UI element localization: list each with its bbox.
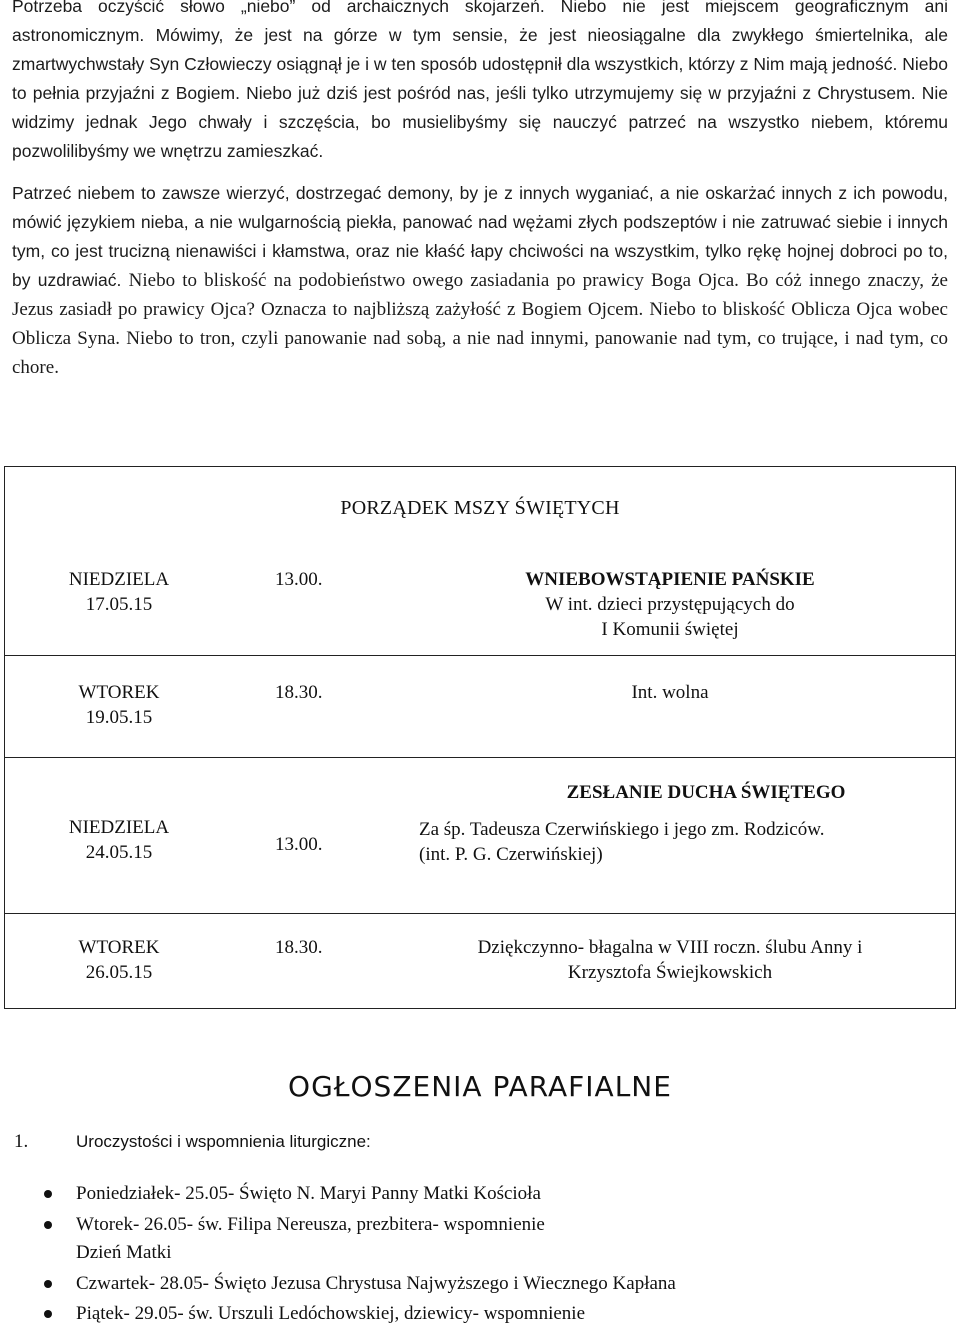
paragraph-segment: Nie widzimy jednak Jego chwały i szczęścia, bo musielibyśmy się nauczyć patrzeć na wszystko niebem, któremu pozwolilibyśmy we wnętrzu zamieszkać. (12, 83, 948, 161)
schedule-time: 13.00. (275, 834, 323, 855)
day-name: NIEDZIELA (68, 817, 170, 838)
row-divider (5, 655, 955, 656)
list-item-text: Wtorek- 26.05- św. Filipa Nereusza, prezbitera- wspomnienie (76, 1214, 545, 1235)
schedule-time: 13.00. (275, 569, 323, 590)
schedule-day (29, 935, 209, 985)
schedule-time: 18.30. (275, 682, 323, 703)
schedule-line: Dziękczynno- błagalna w VIII roczn. ślubu Anny i (477, 937, 863, 958)
list-item (76, 1239, 172, 1267)
announcements-heading: OGŁOSZENIA PARAFIALNE (288, 1070, 672, 1103)
list-item-text: Piątek- 29.05- św. Urszuli Ledóchowskiej, dziewicy- wspomnienie (76, 1303, 586, 1324)
section-label: Uroczystości i wspomnienia liturgiczne: (76, 1132, 371, 1151)
list-item (76, 1211, 545, 1239)
schedule-line: W int. dzieci przystępujących do (545, 594, 795, 615)
second-paragraph (12, 179, 948, 382)
mass-schedule-box (4, 466, 956, 1009)
day-date: 19.05.15 (85, 707, 153, 728)
bullet-icon (44, 1310, 52, 1318)
schedule-line: I Komunii świętej (601, 619, 739, 640)
bullet-icon (44, 1280, 52, 1288)
day-name: WTOREK (78, 682, 160, 703)
section-number: 1. (14, 1131, 29, 1152)
schedule-line: Za śp. Tadeusza Czerwińskiego i jego zm. Rodziców. (419, 819, 825, 840)
paragraph-segment: Patrzeć niebem to zawsze wierzyć, dostrzegać demony, by je z innych wyganiać, a nie oskarżać innych z ich powodu, mówić językiem nieba, a nie wulgarnością piekła, panować nad wężami złych podszeptów i nie zatruwać siebie i innych tym, co jest trucizną nienawiści i kłamstwa, oraz nie kłaść łapy chciwości na wszystkim, tylko rękę hojnej dobroci po to, by uzdrawiać. (12, 183, 948, 290)
schedule-day (29, 815, 209, 865)
schedule-description (385, 680, 955, 705)
row-divider (5, 757, 955, 758)
schedule-line: Krzysztofa Świejkowskich (567, 962, 773, 983)
schedule-time: 18.30. (275, 937, 323, 958)
list-item-text: Czwartek- 28.05- Święto Jezusa Chrystusa Najwyższego i Wiecznego Kapłana (76, 1273, 676, 1294)
schedule-line: Int. wolna (631, 682, 709, 703)
day-name: WTOREK (78, 937, 160, 958)
list-item-text: Poniedziałek- 25.05- Święto N. Maryi Panny Matki Kościoła (76, 1183, 541, 1204)
schedule-day (29, 680, 209, 730)
bullet-icon (44, 1221, 52, 1229)
schedule-description (385, 780, 955, 805)
day-date: 17.05.15 (85, 594, 153, 615)
list-item (76, 1180, 541, 1208)
list-item-text: Dzień Matki (76, 1242, 172, 1263)
schedule-heading: ZESŁANIE DUCHA ŚWIĘTEGO (566, 782, 846, 803)
schedule-heading: WNIEBOWSTĄPIENIE PAŃSKIE (525, 569, 815, 590)
list-item (76, 1300, 585, 1328)
announcement-section (14, 1131, 371, 1153)
paragraph-segment: Niebo to bliskość na podobieństwo owego zasiadania po prawicy Boga Ojca. Bo cóż innego znaczy, że Jezus zasiadł po prawicy Ojca? Oznacza to najbliższą zażyłość z Bogiem Ojcem. Niebo to bliskość Oblicza Ojca wobec Oblicza Syna. Niebo to tron, czyli panowanie nad sobą, a nie nad innymi, panowanie nad tym, co trujące, i nad tym, co chore. (12, 270, 948, 378)
paragraph-segment: Potrzeba oczyścić słowo „niebo” od archaicznych skojarzeń. Niebo nie jest miejscem geograficznym ani astronomicznym. Mówimy, że jest na górze w tym sensie, że jest nieosiągalne dla zwykłego śmiertelnika, ale zmartwychwstały Syn Człowieczy osiągnął je i w ten sposób udostępnił dla wszystkich, którzy z Nim mają jedność. (12, 0, 948, 74)
schedule-title: PORZĄDEK MSZY ŚWIĘTYCH (340, 497, 620, 519)
paragraph-segment: Niebo to pełnia przyjaźni z Bogiem. Niebo już dziś jest pośród nas, jeśli tylko utrzymujemy się w przyjaźni z Chrystusem. (12, 54, 948, 103)
bullet-icon (44, 1190, 52, 1198)
row-divider (5, 913, 955, 914)
schedule-description (385, 935, 955, 985)
schedule-description-detail (419, 817, 939, 867)
day-date: 24.05.15 (85, 842, 153, 863)
schedule-day (29, 567, 209, 617)
day-date: 26.05.15 (85, 962, 153, 983)
list-item (76, 1270, 676, 1298)
schedule-description (385, 567, 955, 642)
day-name: NIEDZIELA (68, 569, 170, 590)
intro-paragraph (12, 0, 948, 166)
schedule-line: (int. P. G. Czerwińskiej) (419, 844, 603, 865)
